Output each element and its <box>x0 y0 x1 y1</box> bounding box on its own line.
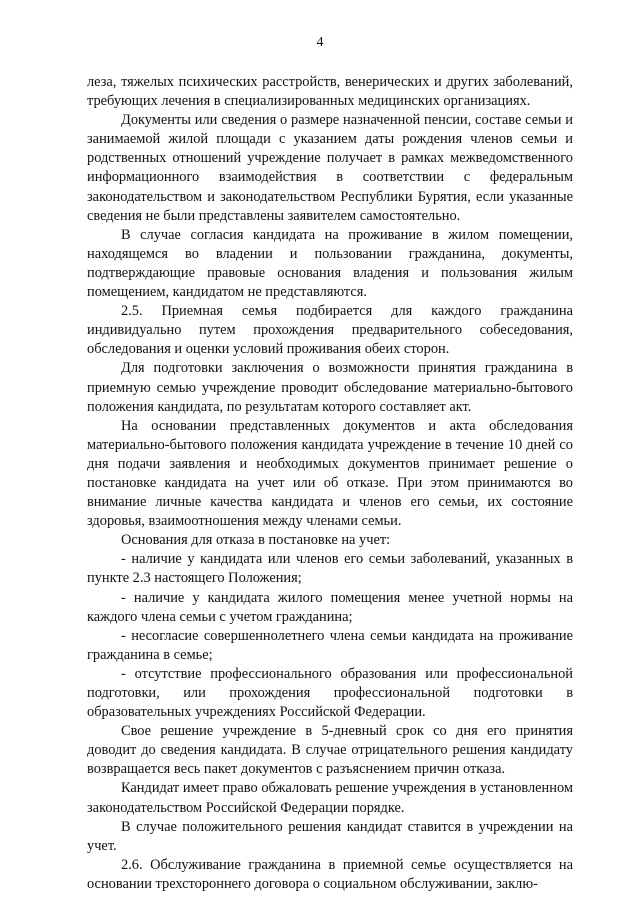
paragraph-appeal-right: Кандидат имеет право обжаловать решение учреждения в установленном законодательством Российской Федерации порядке. <box>87 780 573 816</box>
paragraph-section-2-5: 2.5. Приемная семья подбирается для каждого гражданина индивидуально путем прохождения предварительного собеседования, обследования и оценки условий проживания обеих сторон. <box>87 303 573 358</box>
list-item-refusal-family-disagreement: - несогласие совершеннолетнего члена семьи кандидата на проживание гражданина в семье; <box>87 627 573 663</box>
paragraph-refusal-grounds-heading: Основания для отказа в постановке на учет: <box>121 532 391 549</box>
paragraph-decision-basis: На основании представленных документов и акта обследования материально-бытового положения кандидата учреждение в течение 10 дней со дня подачи заявления и необходимых документов принимает решение о постановке кандидата на учет или об отказе. При этом принимаются во внимание личные качества кандидата и членов его семьи, их состояние здоровья, взаимоотношения между членами семьи. <box>87 417 573 530</box>
paragraph-documents-pension: Документы или сведения о размере назначенной пенсии, составе семьи и занимаемой жилой площади с указанием даты рождения членов семьи и родственных отношений учреждение получает в рамках межведомственного информационного взаимодействия в соответствии с федеральным законодательством и законодательством Республики Бурятия, если указанные сведения не были представлены заявителем самостоятельно. <box>87 112 573 224</box>
list-item-refusal-disease: - наличие у кандидата или членов его семьи заболеваний, указанных в пункте 2.3 настоящего Положения; <box>87 551 573 587</box>
document-body <box>87 73 573 894</box>
page-number: 4 <box>316 35 324 50</box>
paragraph-decision-notification: Свое решение учреждение в 5-дневный срок со дня его принятия доводит до сведения кандидата. В случае отрицательного решения кандидату возвращается весь пакет документов с разъяснением причин отказа. <box>87 723 573 778</box>
paragraph-conclusion-preparation: Для подготовки заключения о возможности принятия гражданина в приемную семью учреждение проводит обследование материально-бытового положения кандидата, по результатам которого составляет акт. <box>87 360 573 415</box>
paragraph-positive-decision: В случае положительного решения кандидат ставится в учреждении на учет. <box>87 818 573 854</box>
list-item-refusal-housing: - наличие у кандидата жилого помещения менее учетной нормы на каждого члена семьи с учетом гражданина; <box>87 589 573 625</box>
paragraph-section-2-6: 2.6. Обслуживание гражданина в приемной семье осуществляется на основании трехстороннего договора о социальном обслуживании, заклю- <box>87 856 573 892</box>
list-item-refusal-no-education: - отсутствие профессионального образования или профессиональной подготовки, или прохождения профессиональной подготовки в образовательных учреждениях Российской Федерации. <box>87 665 573 721</box>
paragraph-consent-housing: В случае согласия кандидата на проживание в жилом помещении, находящемся во владении и пользовании гражданина, документы, подтверждающие правовые основания владения и пользования жилым помещением, кандидатом не представляются. <box>87 226 573 301</box>
paragraph-continuation: леза, тяжелых психических расстройств, венерических и других заболеваний, требующих лечения в специализированных медицинских организациях. <box>87 74 573 110</box>
